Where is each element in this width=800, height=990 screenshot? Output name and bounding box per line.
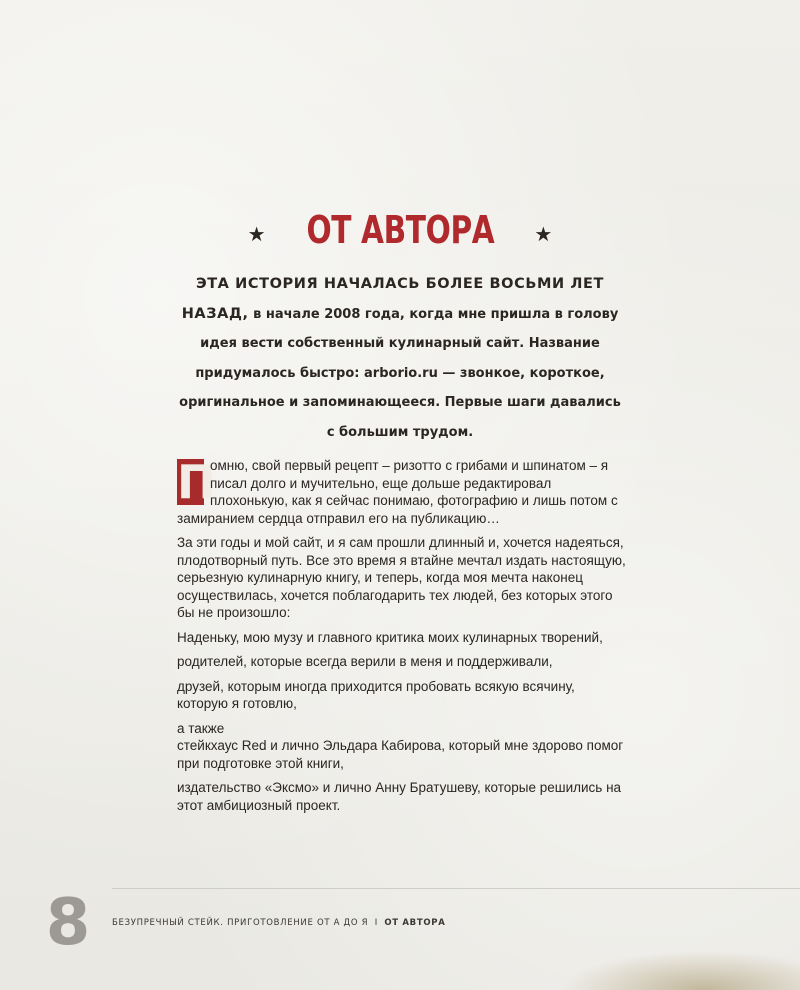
intro-lead: ЭТА ИСТОРИЯ НАЧАЛАСЬ БОЛЕЕ ВОСЬМИ ЛЕТ НАЗАД,	[181, 276, 605, 322]
chapter-title: ОТ АВТОРА	[306, 208, 494, 252]
page-number: 8	[45, 886, 91, 960]
paragraph-5: друзей, которым иногда приходится пробовать всякую всячину, которую я готовлю,	[177, 678, 575, 711]
intro-rest: в начале 2008 года, когда мне пришла в голову идея вести собственный кулинарный сайт. Название придумалось быстро: arborio.ru — звонкое, короткое, оригинальное и запоминающееся. Первые шаги давались с большим трудом.	[179, 306, 621, 440]
paragraph-1	[177, 457, 629, 527]
page-grunge-texture	[560, 950, 800, 990]
body-text	[177, 457, 629, 821]
footer-rule	[112, 888, 800, 889]
paragraph-3: Наденьку, мою музу и главного критика моих кулинарных творений,	[177, 629, 603, 645]
paragraph-6	[177, 720, 629, 773]
drop-cap: П	[177, 455, 216, 509]
paragraph-1-text: омню, свой первый рецепт – ризотто с грибами и шпинатом – я писал долго и мучительно, еще дольше редактировал плохонькую, как я сейчас понимаю, фотографию и лишь потом с замиранием сердца отправил его на публикацию…	[177, 458, 618, 526]
footer-separator: I	[374, 918, 378, 928]
book-title: БЕЗУПРЕЧНЫЙ СТЕЙК. ПРИГОТОВЛЕНИЕ ОТ А ДО Я	[112, 918, 369, 928]
footer-section: ОТ АВТОРА	[384, 918, 446, 928]
star-icon-right: ★	[534, 224, 553, 246]
chapter-title-row	[0, 200, 800, 260]
paragraph-6-lead: а также	[177, 720, 225, 736]
paragraph-2: За эти годы и мой сайт, и я сам прошли длинный и, хочется надеяться, плодотворный путь. Все это время я втайне мечтал издать настоящую, серьезную кулинарную книгу, и теперь, когда моя мечта наконец осуществилась, хочется поблагодарить тех людей, без которых этого бы не произошло:	[177, 535, 626, 620]
paragraph-6-text: стейкхаус Red и лично Эльдара Кабирова, который мне здорово помог при подготовке этой книги,	[177, 738, 624, 771]
intro-paragraph	[175, 270, 625, 447]
running-footer	[112, 918, 446, 932]
paragraph-7: издательство «Эксмо» и лично Анну Братушеву, которые решились на этот амбициозный проект.	[177, 780, 622, 813]
star-icon-left: ★	[247, 224, 266, 246]
paragraph-4: родителей, которые всегда верили в меня и поддерживали,	[177, 654, 553, 669]
